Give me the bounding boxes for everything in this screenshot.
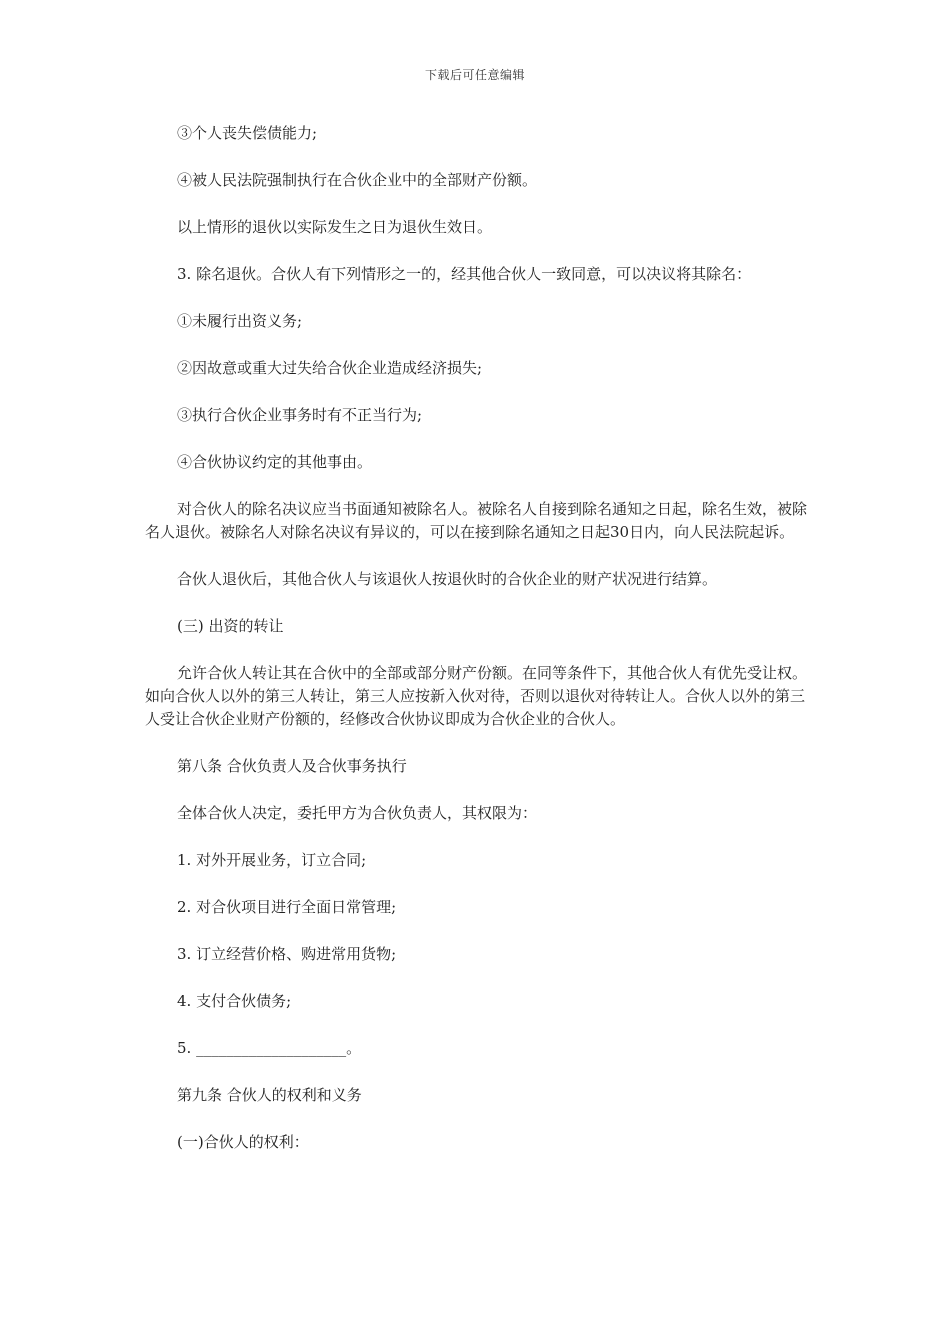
list-item: 5. ____________________。	[177, 1039, 362, 1057]
paragraph: 全体合伙人决定，委托甲方为合伙负责人，其权限为：	[177, 804, 538, 822]
paragraph: ④被人民法院强制执行在合伙企业中的全部财产份额。	[177, 171, 538, 189]
list-item: 4. 支付合伙债务;	[177, 992, 292, 1010]
list-item: 2. 对合伙项目进行全面日常管理;	[177, 898, 397, 916]
paragraph: 允许合伙人转让其在合伙中的全部或部分财产份额。在同等条件下，其他合伙人有优先受让权。如向合伙人以外的第三人转让，第三人应按新入伙对待，否则以退伙对待转让人。合伙人以外的第三人受让合伙企业财产份额的，经修改合伙协议即成为合伙企业的合伙人。	[145, 664, 808, 728]
paragraph: 对合伙人的除名决议应当书面通知被除名人。被除名人自接到除名通知之日起，除名生效，被除名人退伙。被除名人对除名决议有异议的，可以在接到除名通知之日起30日内，向人民法院起诉。	[145, 500, 808, 541]
paragraph: 合伙人退伙后，其他合伙人与该退伙人按退伙时的合伙企业的财产状况进行结算。	[177, 570, 718, 588]
paragraph: ③执行合伙企业事务时有不正当行为;	[177, 406, 423, 424]
paragraph: ③个人丧失偿债能力;	[177, 124, 318, 142]
list-item: 3. 订立经营价格、购进常用货物;	[177, 945, 397, 963]
section-heading: (三) 出资的转让	[177, 617, 284, 635]
paragraph: ④合伙协议约定的其他事由。	[177, 453, 373, 471]
article-heading: 第八条 合伙负责人及合伙事务执行	[177, 757, 407, 775]
page-header: 下载后可任意编辑	[424, 68, 525, 82]
document-body	[145, 122, 810, 1178]
paragraph: ②因故意或重大过失给合伙企业造成经济损失;	[177, 359, 483, 377]
paragraph: 3. 除名退伙。合伙人有下列情形之一的，经其他合伙人一致同意，可以决议将其除名：	[177, 265, 752, 283]
list-item: 1. 对外开展业务，订立合同;	[177, 851, 367, 869]
article-heading: 第九条 合伙人的权利和义务	[177, 1086, 362, 1104]
paragraph: ①未履行出资义务;	[177, 312, 303, 330]
paragraph: 以上情形的退伙以实际发生之日为退伙生效日。	[177, 218, 493, 236]
section-heading: (一)合伙人的权利：	[177, 1133, 309, 1151]
